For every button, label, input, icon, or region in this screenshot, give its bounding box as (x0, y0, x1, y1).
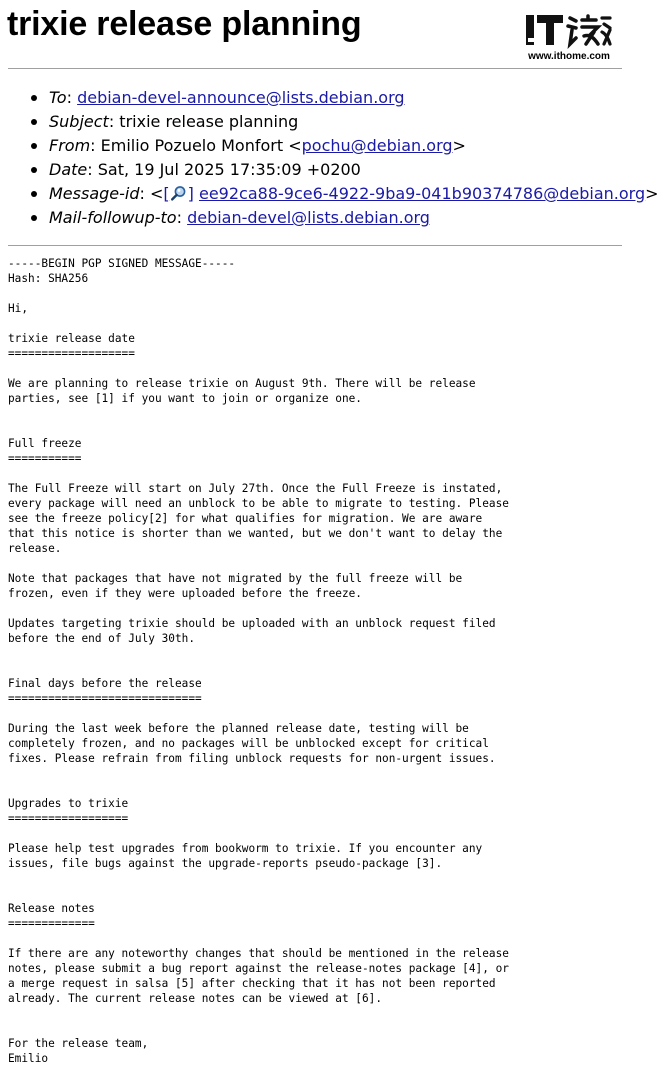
header-mail-followup-to (0, 206, 659, 230)
message-line: Updates targeting trixie should be uploaded with an unblock request filed (8, 617, 496, 630)
search-bracket-close: ] (187, 184, 194, 203)
message-line (8, 361, 509, 376)
message-line: Hash: SHA256 (8, 272, 89, 285)
message-line (8, 826, 509, 841)
message-line (8, 931, 509, 946)
header-subject-label: Subject (49, 112, 109, 131)
header-divider (8, 68, 622, 69)
bullet-icon (31, 191, 37, 197)
message-line: ============= (8, 917, 95, 930)
from-email-link[interactable]: pochu@debian.org (301, 136, 453, 155)
message-line (8, 661, 509, 676)
header-message-id (0, 182, 659, 206)
message-id-search-link[interactable] (163, 184, 194, 203)
message-line: trixie release date (8, 332, 135, 345)
message-body (8, 256, 509, 1066)
message-line: completely frozen, and no packages will be unblocked except for critical (8, 737, 489, 750)
header-separator: : < (139, 184, 164, 203)
message-line: that this notice is shorter than we wanted, but we don't want to delay the (8, 527, 503, 540)
message-line (8, 316, 509, 331)
followup-address-link[interactable]: debian-devel@lists.debian.org (187, 208, 430, 227)
search-bracket-open: [ (163, 184, 170, 203)
message-line: ============================= (8, 692, 202, 705)
bullet-icon (31, 119, 37, 125)
header-separator: : (66, 88, 78, 107)
message-line (8, 886, 509, 901)
header-followup-label: Mail-followup-to (49, 208, 177, 227)
header-message-id-label: Message-id (49, 184, 140, 203)
message-line (8, 871, 509, 886)
bullet-icon (31, 215, 37, 221)
message-line: see the freeze policy[2] for what qualifies for migration. We are aware (8, 512, 483, 525)
page-title: trixie release planning (7, 5, 362, 43)
header-separator: : (108, 112, 120, 131)
message-line (8, 646, 509, 661)
message-id-link[interactable]: ee92ca88-9ce6-4922-9ba9-041b90374786@debian.org (198, 184, 646, 203)
message-line: Release notes (8, 902, 95, 915)
header-from-label: From (49, 136, 91, 155)
header-from (0, 134, 659, 158)
message-line: The Full Freeze will start on July 27th. Once the Full Freeze is instated, (8, 482, 503, 495)
header-separator: : (87, 160, 98, 179)
message-line: every package will need an unblock to be able to migrate to testing. Please (8, 497, 509, 510)
header-subject (0, 110, 659, 134)
header-date-label: Date (49, 160, 88, 179)
bullet-icon (31, 167, 37, 173)
message-line: parties, see [1] if you want to join or organize one. (8, 392, 362, 405)
ithome-logo-icon (524, 12, 614, 48)
ithome-watermark (522, 10, 616, 66)
header-separator: : (176, 208, 188, 227)
message-line: frozen, even if they were uploaded before the freeze. (8, 587, 362, 600)
message-line: Please help test upgrades from bookworm to trixie. If you encounter any (8, 842, 483, 855)
message-id-close: > (645, 184, 659, 203)
message-line: already. The current release notes can be viewed at [6]. (8, 992, 383, 1005)
header-to (0, 86, 659, 110)
subject-value: trixie release planning (119, 112, 299, 131)
message-line: Emilio (8, 1052, 49, 1065)
message-line (8, 781, 509, 796)
message-line: a merge request in salsa [5] after checking that it has not been reported (8, 977, 496, 990)
message-line: ================== (8, 812, 129, 825)
message-line: For the release team, (8, 1037, 149, 1050)
message-line (8, 421, 509, 436)
message-line: Final days before the release (8, 677, 202, 690)
message-line: Upgrades to trixie (8, 797, 129, 810)
body-divider (8, 245, 622, 246)
message-line (8, 601, 509, 616)
date-value: Sat, 19 Jul 2025 17:35:09 +0200 (97, 160, 361, 179)
message-line (8, 1006, 509, 1021)
message-line: issues, file bugs against the upgrade-reports pseudo-package [3]. (8, 857, 443, 870)
message-line: Note that packages that have not migrated by the full freeze will be (8, 572, 463, 585)
watermark-site-url: www.ithome.com (528, 51, 610, 62)
bullet-icon (31, 95, 37, 101)
message-line: Full freeze (8, 437, 82, 450)
message-line (8, 466, 509, 481)
header-date (0, 158, 659, 182)
message-line (8, 706, 509, 721)
from-name: Emilio Pozuelo Monfort < (100, 136, 302, 155)
message-line: -----BEGIN PGP SIGNED MESSAGE----- (8, 257, 236, 270)
message-line: We are planning to release trixie on August 9th. There will be release (8, 377, 476, 390)
message-line: fixes. Please refrain from filing unblock requests for non-urgent issues. (8, 752, 496, 765)
header-separator: : (90, 136, 101, 155)
message-line: before the end of July 30th. (8, 632, 196, 645)
to-address-link[interactable]: debian-devel-announce@lists.debian.org (77, 88, 405, 107)
message-line (8, 286, 509, 301)
magnifier-search-icon (170, 185, 188, 201)
bullet-icon (31, 143, 37, 149)
mail-headers-list (0, 86, 659, 230)
message-line: If there are any noteworthy changes that should be mentioned in the release (8, 947, 509, 960)
message-line: =================== (8, 347, 135, 360)
message-line: Hi, (8, 302, 29, 315)
message-line (8, 556, 509, 571)
message-line: During the last week before the planned release date, testing will be (8, 722, 469, 735)
header-to-label: To (49, 88, 67, 107)
message-line: notes, please submit a bug report against the release-notes package [4], or (8, 962, 509, 975)
message-line (8, 766, 509, 781)
message-line (8, 406, 509, 421)
message-line: =========== (8, 452, 82, 465)
from-close: > (452, 136, 466, 155)
message-line (8, 1021, 509, 1036)
message-line: release. (8, 542, 62, 555)
